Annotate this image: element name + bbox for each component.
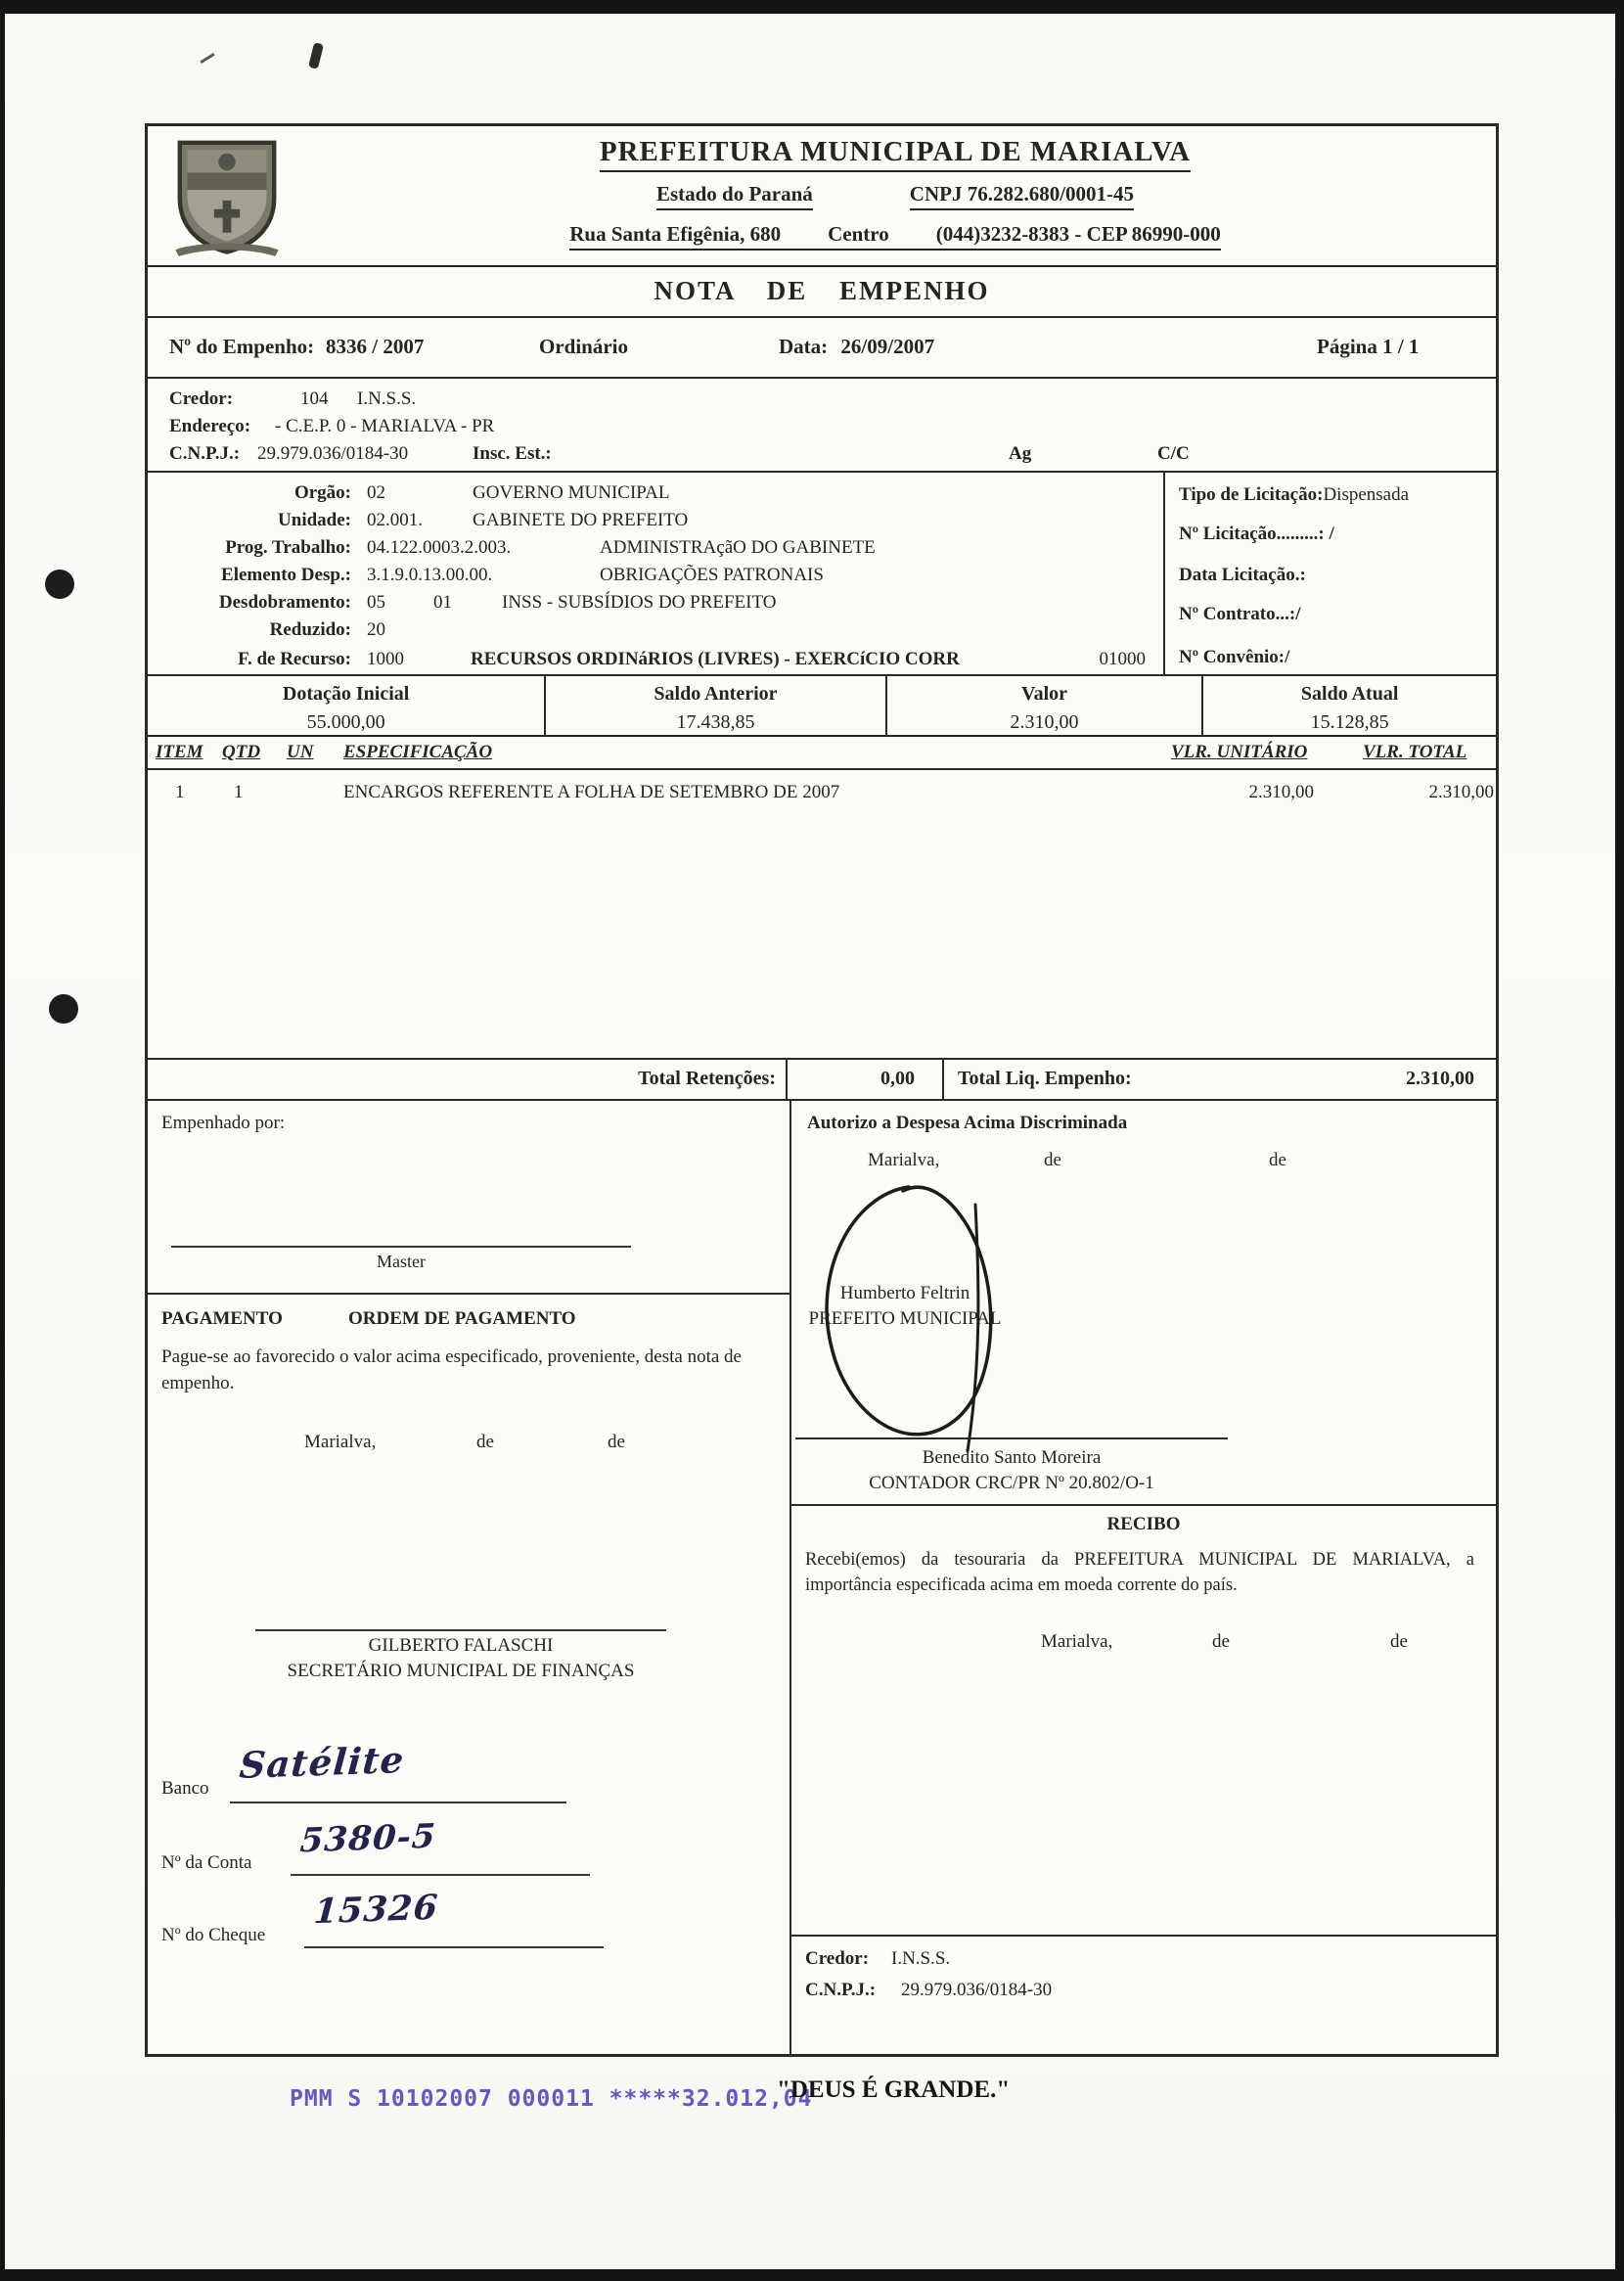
document-title: NOTA DE EMPENHO bbox=[654, 276, 990, 305]
total-liquido-value: 2.310,00 bbox=[1406, 1068, 1474, 1089]
city-date-line: Marialva, bbox=[1041, 1631, 1113, 1652]
recibo-title: RECIBO bbox=[1106, 1514, 1181, 1534]
pagamento-label: PAGAMENTO bbox=[161, 1308, 283, 1329]
col-qtd: QTD bbox=[222, 742, 261, 762]
header-text bbox=[306, 136, 1484, 251]
date-value: 26/09/2007 bbox=[840, 335, 935, 358]
amount-header: Saldo Atual bbox=[1300, 683, 1399, 705]
scan-edge-top bbox=[0, 0, 1624, 14]
num-contrato: Nº Contrato...:/ bbox=[1179, 604, 1301, 624]
org-address bbox=[569, 222, 1221, 251]
empenho-number-label: Nº do Empenho: bbox=[169, 335, 315, 358]
amount-value: 2.310,00 bbox=[1010, 711, 1079, 733]
item-vlr-total: 2.310,00 bbox=[1428, 782, 1494, 802]
credor-name: I.N.S.S. bbox=[357, 388, 417, 409]
num-licitacao: Nº Licitação.........: / bbox=[1179, 524, 1334, 544]
total-liquido-label: Total Liq. Empenho: bbox=[958, 1068, 1132, 1089]
col-vlr-unitario: VLR. UNITÁRIO bbox=[1171, 742, 1308, 762]
amount-cell bbox=[1201, 676, 1496, 735]
org-name: PREFEITURA MUNICIPAL DE MARIALVA bbox=[600, 136, 1191, 172]
org-cnpj: CNPJ 76.282.680/0001-45 bbox=[910, 182, 1134, 210]
item-vlr-unitario: 2.310,00 bbox=[1248, 782, 1314, 802]
address-street: Rua Santa Efigênia, 680 bbox=[569, 222, 782, 246]
recibo-credor-value: I.N.S.S. bbox=[891, 1948, 951, 1969]
prog-trabalho-desc: ADMINISTRAçãO DO GABINETE bbox=[600, 537, 876, 558]
ordem-pagamento-label: ORDEM DE PAGAMENTO bbox=[348, 1308, 576, 1329]
desdobramento-label: Desdobramento: bbox=[218, 592, 351, 613]
scan-edge-right bbox=[1615, 0, 1624, 2281]
item-qtd: 1 bbox=[234, 782, 244, 802]
de-word: de bbox=[1269, 1150, 1286, 1170]
prog-trabalho-code: 04.122.0003.2.003. bbox=[367, 537, 512, 558]
empenho-row bbox=[148, 316, 1496, 377]
f-recurso-label: F. de Recurso: bbox=[238, 649, 351, 669]
amount-header: Saldo Anterior bbox=[654, 683, 778, 705]
cnpj-label: C.N.P.J.: bbox=[169, 443, 241, 464]
recibo-cnpj-value: 29.979.036/0184-30 bbox=[901, 1980, 1053, 2000]
pen-mark bbox=[200, 53, 214, 64]
cc-label: C/C bbox=[1157, 443, 1190, 464]
secretario-signature-line bbox=[255, 1629, 666, 1631]
prefeito-title: PREFEITO MUNICIPAL bbox=[808, 1308, 1002, 1329]
cnpj-value: 29.979.036/0184-30 bbox=[257, 443, 409, 464]
elemento-desp-code: 3.1.9.0.13.00.00. bbox=[367, 565, 493, 585]
empenho-number: 8336 / 2007 bbox=[326, 335, 425, 358]
cheque-line bbox=[304, 1946, 604, 1948]
amount-cell bbox=[148, 676, 544, 735]
signatures-area bbox=[148, 1099, 1496, 2054]
city-date-line: Marialva, bbox=[304, 1432, 377, 1452]
elemento-desp-label: Elemento Desp.: bbox=[221, 565, 351, 585]
banco-handwritten-value: Satélite bbox=[238, 1738, 406, 1787]
desdobramento-desc: INSS - SUBSÍDIOS DO PREFEITO bbox=[502, 592, 777, 613]
right-column bbox=[791, 1101, 1496, 2054]
scan-edge-bottom bbox=[0, 2269, 1624, 2281]
elemento-desp-desc: OBRIGAÇÕES PATRONAIS bbox=[600, 565, 824, 585]
desdobramento-code2: 01 bbox=[433, 592, 452, 613]
totals-row bbox=[148, 1058, 1496, 1099]
scan-edge-left bbox=[0, 0, 5, 2281]
classification-block bbox=[148, 471, 1496, 674]
pague-se-text: Pague-se ao favorecido o valor acima especificado, proveniente, desta nota de empenho. bbox=[161, 1346, 742, 1393]
amounts-row bbox=[148, 674, 1496, 735]
address-district: Centro bbox=[828, 222, 889, 246]
address-phone-cep: (044)3232-8383 - CEP 86990-000 bbox=[935, 222, 1221, 246]
de-word: de bbox=[608, 1432, 625, 1452]
amount-value: 17.438,85 bbox=[676, 711, 755, 733]
prefeito-signature-icon bbox=[793, 1165, 1009, 1459]
empenhado-por-label: Empenhado por: bbox=[161, 1113, 286, 1133]
col-un: UN bbox=[287, 742, 314, 762]
amount-value: 55.000,00 bbox=[306, 711, 385, 733]
conta-label: Nº da Conta bbox=[161, 1852, 252, 1873]
item-number: 1 bbox=[175, 782, 185, 802]
banco-label: Banco bbox=[161, 1778, 209, 1799]
total-retencoes-label: Total Retenções: bbox=[638, 1068, 776, 1089]
credor-label: Credor: bbox=[169, 388, 234, 409]
items-header bbox=[148, 735, 1496, 768]
amount-value: 15.128,85 bbox=[1310, 711, 1389, 733]
recibo-cnpj-label: C.N.P.J.: bbox=[805, 1980, 877, 2000]
total-retencoes-value: 0,00 bbox=[786, 1060, 942, 1099]
item-espec: ENCARGOS REFERENTE A FOLHA DE SETEMBRO DE 2007 bbox=[343, 782, 840, 802]
pen-mark bbox=[308, 42, 324, 69]
orgao-code: 02 bbox=[367, 482, 385, 503]
orgao-label: Orgão: bbox=[293, 482, 351, 503]
amount-header: Dotação Inicial bbox=[282, 683, 410, 705]
total-liquido-cell bbox=[942, 1060, 1496, 1099]
de-word: de bbox=[1044, 1150, 1061, 1170]
endereco-label: Endereço: bbox=[169, 416, 251, 436]
date-label: Data: bbox=[779, 335, 829, 358]
data-licitacao: Data Licitação.: bbox=[1179, 565, 1306, 585]
prog-trabalho-label: Prog. Trabalho: bbox=[225, 537, 351, 558]
document-header bbox=[148, 126, 1496, 265]
recibo-credor-label: Credor: bbox=[805, 1948, 870, 1969]
master-label: Master bbox=[377, 1252, 426, 1271]
contador-name: Benedito Santo Moreira bbox=[922, 1447, 1102, 1468]
conta-line bbox=[291, 1874, 590, 1876]
secretario-name: GILBERTO FALASCHI bbox=[368, 1635, 554, 1656]
col-vlr-total: VLR. TOTAL bbox=[1363, 742, 1467, 762]
orgao-desc: GOVERNO MUNICIPAL bbox=[473, 482, 670, 503]
amount-cell bbox=[885, 676, 1202, 735]
reduzido-label: Reduzido: bbox=[269, 619, 351, 640]
machine-print-line: PMM S 10102007 000011 *****32.012,04 bbox=[290, 2086, 813, 2112]
unidade-code: 02.001. bbox=[367, 510, 423, 530]
desdobramento-code1: 05 bbox=[367, 592, 385, 613]
autorizo-label: Autorizo a Despesa Acima Discriminada bbox=[807, 1113, 1128, 1133]
endereco-value: - C.E.P. 0 - MARIALVA - PR bbox=[275, 416, 495, 436]
creditor-block bbox=[148, 377, 1496, 471]
motto-text: "DEUS É GRANDE." bbox=[777, 2076, 1011, 2103]
contador-title: CONTADOR CRC/PR Nº 20.802/O-1 bbox=[869, 1473, 1154, 1493]
nota-de-empenho-document bbox=[145, 123, 1499, 2057]
conta-handwritten-value: 5380-5 bbox=[298, 1816, 438, 1861]
unidade-label: Unidade: bbox=[278, 510, 351, 530]
items-area bbox=[148, 768, 1496, 1058]
banco-line bbox=[230, 1802, 566, 1803]
amount-cell bbox=[544, 676, 884, 735]
master-signature-line bbox=[171, 1246, 631, 1248]
left-column bbox=[148, 1101, 789, 2054]
licitacao-block bbox=[1163, 473, 1502, 674]
num-convenio: Nº Convênio:/ bbox=[1179, 647, 1290, 667]
hole-punch bbox=[49, 994, 78, 1024]
f-recurso-code: 1000 bbox=[367, 649, 404, 669]
prefeito-name: Humberto Feltrin bbox=[839, 1283, 970, 1303]
reduzido-code: 20 bbox=[367, 619, 385, 640]
amount-header: Valor bbox=[1020, 683, 1068, 705]
page-indicator: Página 1 / 1 bbox=[1317, 335, 1420, 358]
col-especificacao: ESPECIFICAÇÃO bbox=[343, 742, 493, 762]
de-word: de bbox=[476, 1432, 494, 1452]
recibo-text: Recebi(emos) da tesouraria da PREFEITURA MUNICIPAL DE MARIALVA, a importância especificada acima em moeda corrente do país. bbox=[805, 1550, 1474, 1595]
de-word: de bbox=[1390, 1631, 1408, 1652]
hole-punch bbox=[45, 570, 74, 599]
contador-rule bbox=[795, 1437, 1228, 1439]
tipo-licitacao-value: Dispensada bbox=[1323, 484, 1410, 505]
state-name: Estado do Paraná bbox=[656, 182, 813, 210]
tipo-licitacao-label: Tipo de Licitação: bbox=[1179, 484, 1324, 505]
col-item: ITEM bbox=[156, 742, 203, 762]
section-rule bbox=[148, 1293, 789, 1295]
de-word: de bbox=[1212, 1631, 1230, 1652]
secretario-title: SECRETÁRIO MUNICIPAL DE FINANÇAS bbox=[287, 1661, 635, 1681]
credor-rule bbox=[791, 1935, 1496, 1937]
cheque-handwritten-value: 15326 bbox=[312, 1887, 440, 1933]
empenho-date bbox=[779, 335, 934, 359]
unidade-desc: GABINETE DO PREFEITO bbox=[473, 510, 689, 530]
credor-code: 104 bbox=[300, 388, 329, 409]
coat-of-arms-icon bbox=[169, 134, 285, 257]
recibo-rule bbox=[791, 1504, 1496, 1506]
city-date-line: Marialva, bbox=[868, 1150, 940, 1170]
ag-label: Ag bbox=[1009, 443, 1032, 464]
document-title-bar bbox=[148, 265, 1496, 316]
f-recurso-extra: 01000 bbox=[1099, 649, 1146, 669]
tipo-licitacao bbox=[1179, 484, 1409, 506]
empenho-kind: Ordinário bbox=[539, 335, 629, 358]
cheque-label: Nº do Cheque bbox=[161, 1925, 266, 1945]
f-recurso-desc: RECURSOS ORDINáRIOS (LIVRES) - EXERCíCIO CORR bbox=[471, 649, 960, 669]
insc-est-label: Insc. Est.: bbox=[473, 443, 552, 464]
